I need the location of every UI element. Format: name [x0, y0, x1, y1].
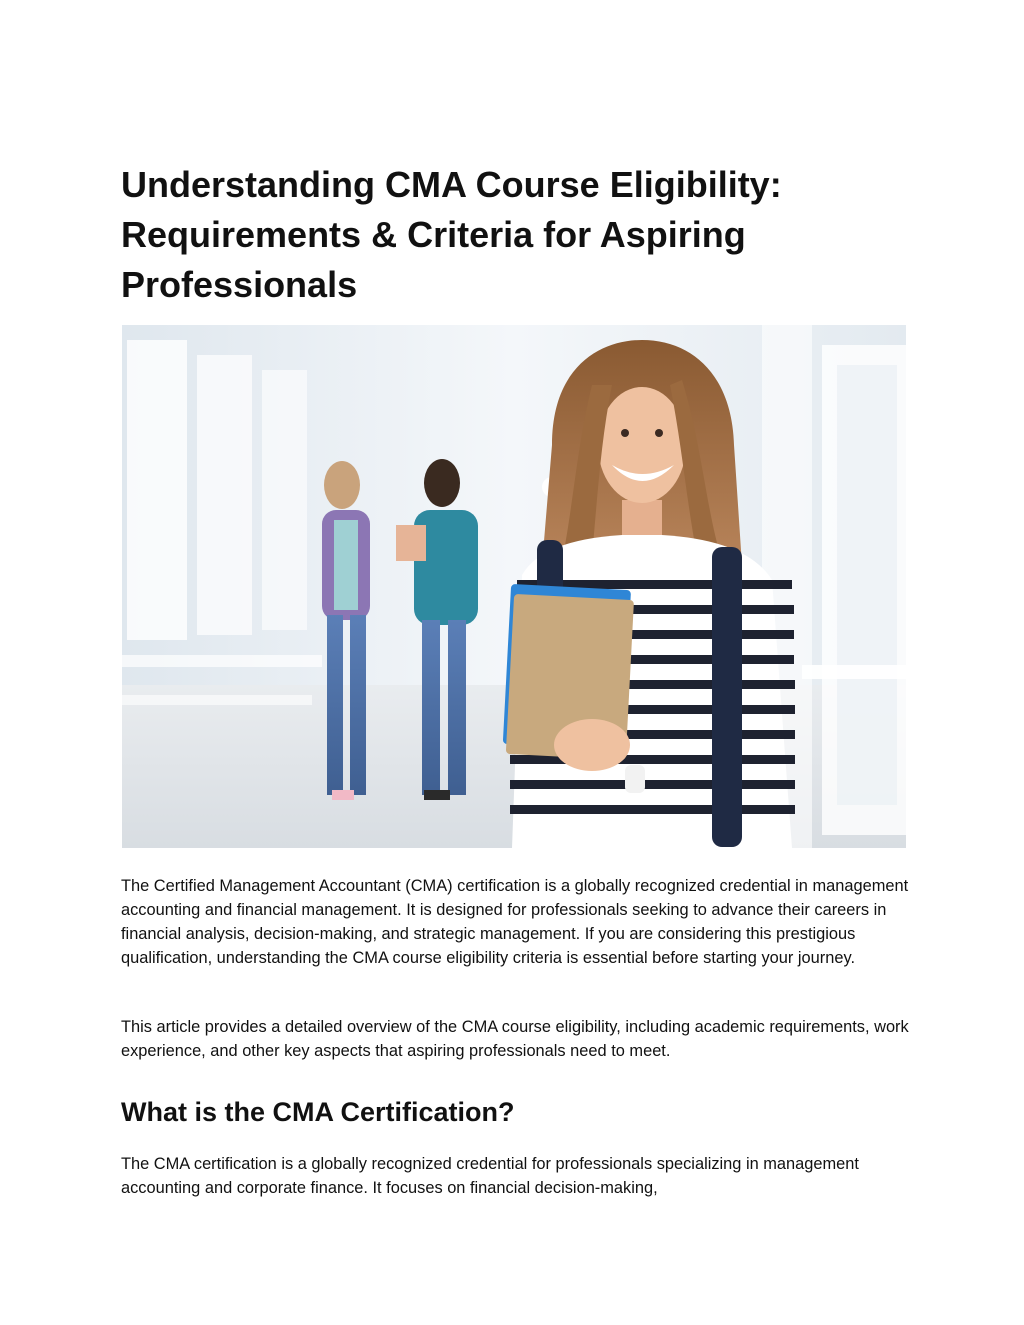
intro-paragraph: The Certified Management Accountant (CMA) certification is a globally recognized credential in management accounting and financial management. It is designed for professionals seeking to advance their careers in financial analysis, decision-making, and strategic management. If you are considering this prestigious qualification, understanding the CMA course eligibility criteria is essential before starting your journey. [121, 877, 909, 967]
article-title: Understanding CMA Course Eligibility: Requirements & Criteria for Aspiring Professionals [121, 164, 782, 305]
overview-paragraph: This article provides a detailed overview of the CMA course eligibility, including academic requirements, work experience, and other key aspects that aspiring professionals need to meet. [121, 1018, 909, 1060]
section-heading: What is the CMA Certification? [121, 1097, 515, 1127]
hero-image [122, 325, 906, 848]
photo-students-hallway-icon [122, 325, 906, 848]
section-paragraph: The CMA certification is a globally recognized credential for professionals specializing in management accounting and corporate finance. It focuses on financial decision-making, [121, 1155, 859, 1197]
